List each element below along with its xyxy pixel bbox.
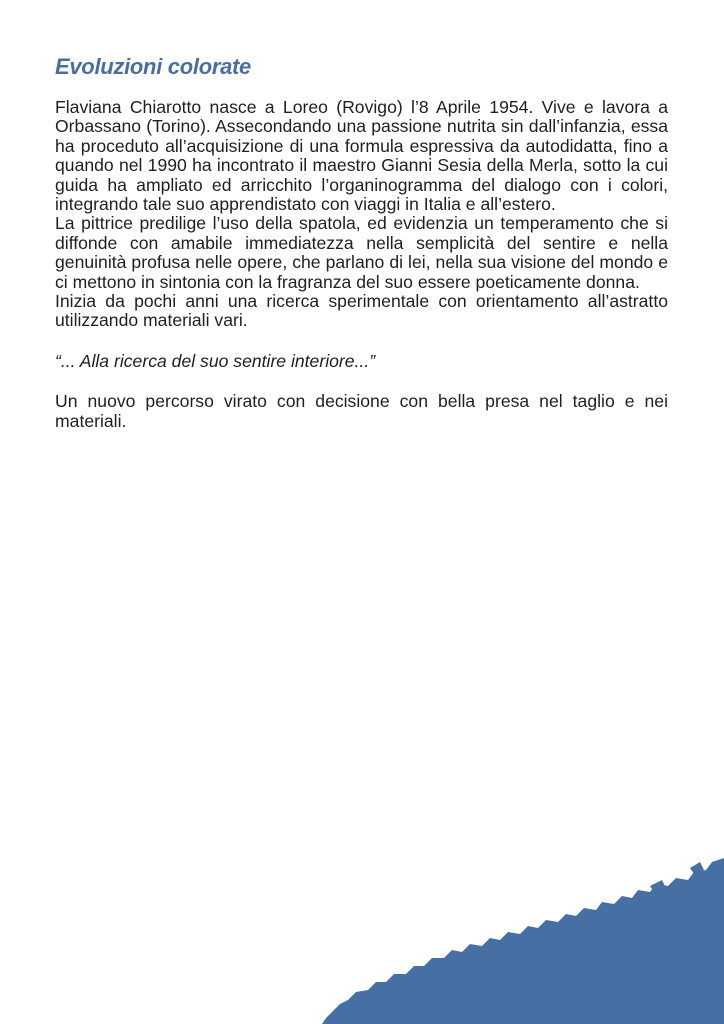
paragraph-technique: La pittrice predilige l’uso della spatola, ed evidenzia un temperamento che si diffonde con amabile immediatezza nella semplicità del sentire e nella genuinità profusa nelle opere, che parlano di lei, nella sua visione del mondo e ci mettono in sintonia con la fragranza del suo essere poeticamente donna. [55, 213, 668, 292]
brush-stroke-icon [322, 858, 724, 1024]
page-title: Evoluzioni colorate [55, 54, 251, 79]
paragraph-closing: Un nuovo percorso virato con decisione con bella presa nel taglio e nei materiali. [55, 391, 668, 431]
quote-text: “... Alla ricerca del suo sentire interiore...” [55, 350, 376, 371]
paragraph-research: Inizia da pochi anni una ricerca sperimentale con orientamento all’astratto utilizzando materiali vari. [55, 291, 668, 331]
paragraph-biography: Flaviana Chiarotto nasce a Loreo (Rovigo) l’8 Aprile 1954. Vive e lavora a Orbassano (Torino). Assecondando una passione nutrita sin dall’infanzia, essa ha proceduto all’acquisizione di una formula espressiva da autodidatta, fino a quando nel 1990 ha incontrato il maestro Gianni Sesia della Merla, sotto la cui guida ha ampliato ed arricchito l’organinogramma del dialogo con i colori, integrando tale suo apprendistato con viaggi in Italia e all’estero. [55, 97, 668, 215]
